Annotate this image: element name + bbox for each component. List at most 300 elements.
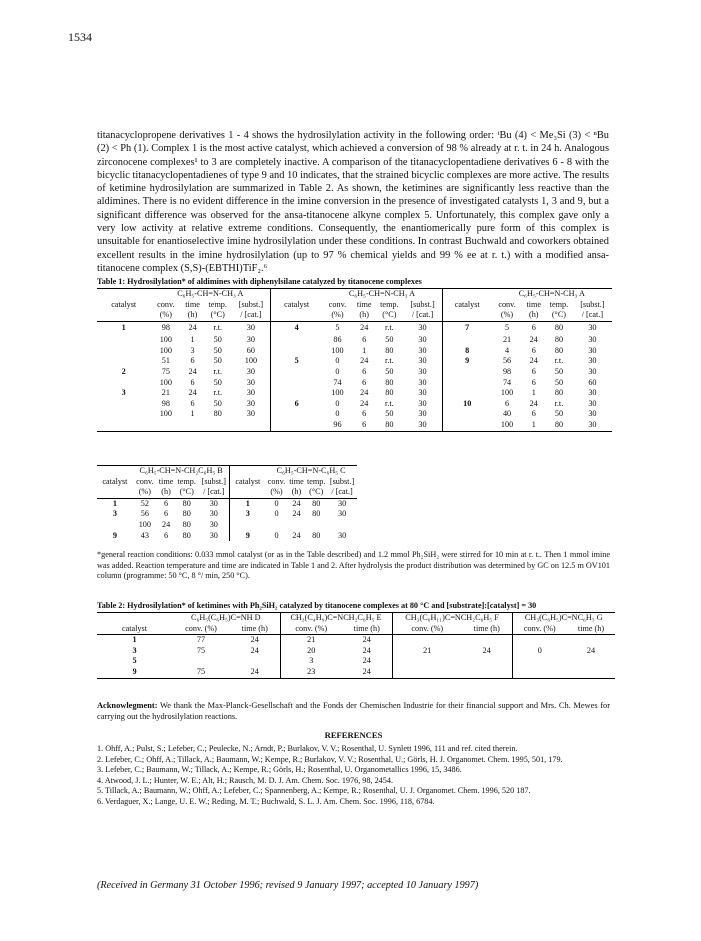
catalyst-number: 9 <box>230 531 265 542</box>
table-cell: 6 <box>190 377 195 387</box>
table-cell: 6 <box>362 367 367 377</box>
table-row <box>97 646 615 657</box>
col-header: temp. <box>380 299 399 309</box>
catalyst-number <box>97 420 150 431</box>
table-cell: 80 <box>554 388 564 398</box>
col-header-time: time (h) <box>353 623 380 633</box>
table-cell <box>288 520 306 531</box>
table-cell: 30 <box>246 398 255 408</box>
table-cell: 80 <box>182 498 191 508</box>
table2-caption: Table 2: Hydrosilylation* of ketimines with Ph₂SiH₂ catalyzed by titanocene complexes at 80 °C and [substrate]:[catalyst] = 30 <box>97 601 537 610</box>
table-cell: 50 <box>554 367 564 377</box>
table-row <box>97 531 357 542</box>
table-cell: 60 <box>588 377 597 387</box>
table-cell: 24 <box>250 635 259 645</box>
table-cell: r.t. <box>213 388 223 398</box>
table-cell: 24 <box>360 388 369 398</box>
table-cell: 30 <box>418 335 427 345</box>
table1-footnote: *general reaction conditions: 0.033 mmol catalyst (or as in the Table described) and 1.2 mmol Ph₂SiH₂ were stirred for 10 min at r. t.. Then 1 mmol imine was added. Reaction temperature and time are indicated in Table 1 and 2. After hydrolysis the product distribution was determined by GC on 12.5 m OV101 column (programme: 50 °C, 8 °/ min, 250 °C). <box>97 550 610 580</box>
catalyst-number <box>97 346 150 357</box>
table-cell: 77 <box>196 635 206 645</box>
col-unit: / [cat.] <box>240 310 262 320</box>
acknowledgment-label: Acknowlegment: <box>97 701 158 710</box>
acknowledgment <box>97 700 610 722</box>
catalyst-number <box>97 520 133 531</box>
table-cell: 80 <box>554 420 564 430</box>
table-cell: 98 <box>502 367 512 377</box>
table-cell: 56 <box>502 356 512 366</box>
table-cell: 30 <box>418 409 427 419</box>
table-cell: r.t. <box>554 398 564 408</box>
table-cell: 52 <box>140 498 149 508</box>
catalyst-number <box>442 388 491 399</box>
table-cell: 74 <box>333 377 342 387</box>
catalyst-number <box>230 520 265 531</box>
col-header: temp. <box>306 476 326 486</box>
table-cell: 30 <box>337 509 347 519</box>
table2-ketimines <box>97 612 615 679</box>
catalyst-number <box>97 409 150 420</box>
references-heading: REFERENCES <box>324 730 383 740</box>
table-cell <box>392 656 462 667</box>
table-cell: 30 <box>418 398 427 408</box>
col-header-time: time (h) <box>241 623 268 633</box>
table-cell: 80 <box>385 377 394 387</box>
table-cell: 30 <box>209 509 218 519</box>
table-cell <box>462 656 512 667</box>
substrate-A-header: C₆H₅-CH=N-CH₃ A <box>518 289 585 298</box>
table-cell: 6 <box>531 345 536 355</box>
table-cell: 24 <box>529 398 538 408</box>
table-cell: 50 <box>554 409 564 419</box>
catalyst-number <box>442 409 491 420</box>
table-cell: 80 <box>312 498 321 508</box>
table-cell: 30 <box>418 388 427 398</box>
table-cell: 100 <box>500 420 514 430</box>
table-cell: 0 <box>512 646 567 657</box>
table-cell: 30 <box>209 530 218 540</box>
catalyst-number <box>271 335 322 346</box>
substrate-G-header: CH₃(C₆H₅)C=NC₆H₅ G <box>512 613 615 624</box>
catalyst-number <box>97 356 150 367</box>
table-cell: 0 <box>335 398 340 408</box>
catalyst-number: 9 <box>442 356 491 367</box>
table-row <box>97 409 612 420</box>
table-cell: 30 <box>246 409 255 419</box>
table-cell <box>265 520 287 531</box>
table-cell: 80 <box>312 530 321 540</box>
table-cell <box>172 656 230 667</box>
table-cell: 6 <box>362 420 367 430</box>
substrate-B-header: C₆H₅-CH=N-CH₂C₆H₅ B <box>139 466 223 475</box>
col-header: catalyst <box>102 476 128 486</box>
table-cell: 21 <box>502 335 512 345</box>
catalyst-number <box>271 388 322 399</box>
table-row <box>97 346 612 357</box>
table-cell: 24 <box>292 530 301 540</box>
col-unit: (h) <box>187 310 198 320</box>
table-cell: 100 <box>159 335 172 345</box>
table-cell: 80 <box>213 409 222 419</box>
col-header: time <box>185 299 200 309</box>
table-cell: 98 <box>161 323 170 333</box>
table-cell: 80 <box>385 345 394 355</box>
table-cell: 24 <box>360 356 369 366</box>
table-cell: 0 <box>274 530 279 540</box>
table-cell: 24 <box>161 519 171 529</box>
table-cell: 30 <box>588 367 597 377</box>
table-cell <box>392 635 462 646</box>
col-unit: / [cat.] <box>203 487 225 497</box>
received-dates: (Received in Germany 31 October 1996; revised 9 January 1997; accepted 10 January 1997) <box>97 880 479 891</box>
table-cell: 24 <box>360 398 369 408</box>
table-cell: 6 <box>531 377 536 387</box>
catalyst-number: 10 <box>442 399 491 410</box>
table-cell: 24 <box>292 498 301 508</box>
table-cell: 24 <box>250 666 259 676</box>
table-row <box>97 509 357 520</box>
catalyst-number <box>97 378 150 389</box>
table-cell: 30 <box>418 367 427 377</box>
substrate-F-header: CH₃(C₆H₁₁)C=NCH₂C₆H₅ F <box>392 613 512 624</box>
table-cell: 0 <box>335 409 340 419</box>
table-cell: r.t. <box>385 323 394 333</box>
table-cell: 50 <box>213 377 222 387</box>
col-header: temp. <box>177 476 196 486</box>
table-cell: 30 <box>418 345 427 355</box>
table-cell: 98 <box>161 398 170 408</box>
table-cell: 80 <box>554 335 564 345</box>
table-row <box>97 498 357 509</box>
col-header: time <box>158 476 174 486</box>
table-cell: 80 <box>182 519 191 529</box>
table-cell: 30 <box>209 498 218 508</box>
table-cell: 6 <box>531 409 536 419</box>
table-cell: 80 <box>182 530 191 540</box>
col-header: conv. <box>136 476 154 486</box>
table-cell: 100 <box>159 409 172 419</box>
page-number: 1534 <box>68 30 92 44</box>
col-header: time <box>356 299 372 309</box>
reference-item: 6. Verdaguer, X.; Lange, U. E. W.; Reding, M. T.; Buchwald, S. L. J. Am. Chem. Soc. 1996, 118, 6784. <box>97 796 435 806</box>
col-unit: (h) <box>161 487 171 497</box>
reference-item: 1. Ohff, A.; Pulst, S.; Lefeber, C.; Peulecke, N.; Arndt, P.; Burlakov, V. V.; Rosenthal, U. Synlett 1996, 111 and ref. cited therein. <box>97 744 518 753</box>
table-cell <box>462 635 512 646</box>
table-cell: 51 <box>161 356 170 366</box>
table-cell <box>512 656 567 667</box>
table-cell: 24 <box>188 388 197 398</box>
table-row <box>97 378 612 389</box>
col-header-time: time (h) <box>473 623 500 633</box>
table-cell: 50 <box>385 335 394 345</box>
table-cell: 1 <box>531 388 536 398</box>
table1-caption: Table 1: Hydrosilylation* of aldimines with diphenylsilane catalyzed by titanocene complexes <box>97 277 422 286</box>
substrate-A-header: C₆H₅-CH=N-CH₃ A <box>348 289 416 298</box>
table-cell <box>327 520 357 531</box>
col-header-conv: conv. (%) <box>185 623 217 633</box>
col-header: catalyst <box>271 300 322 311</box>
reference-item: 3. Lefeber, C.; Baumann, W.; Tillack, A.; Kempe, R.; Görls, H.; Rosenthal, U. Organometallics 1996, 15, 3486. <box>97 765 462 775</box>
col-unit: (%) <box>138 487 151 497</box>
table-cell: 100 <box>331 345 344 355</box>
table-cell: 30 <box>246 335 255 345</box>
table-cell: 24 <box>586 645 596 655</box>
table-cell: 0 <box>274 498 279 508</box>
catalyst-number: 1 <box>230 498 265 509</box>
table-cell: 43 <box>140 530 149 540</box>
table-row <box>97 399 612 410</box>
catalyst-number <box>271 367 322 378</box>
col-header-conv: conv. (%) <box>392 624 462 635</box>
table-cell: 30 <box>588 409 597 419</box>
col-header: [subst.] <box>201 476 226 486</box>
table-row <box>97 321 612 335</box>
table-cell: 1 <box>531 420 536 430</box>
table-cell: 75 <box>161 367 170 377</box>
table-row <box>97 356 612 367</box>
col-header-time: time (h) <box>577 623 605 633</box>
table-cell <box>230 656 280 667</box>
col-header-conv: conv. (%) <box>512 624 567 635</box>
table-cell <box>181 420 204 431</box>
table-cell: 6 <box>164 498 169 508</box>
table-cell: 20 <box>280 646 342 657</box>
table-cell: 30 <box>246 323 255 333</box>
col-unit: (°C) <box>309 487 324 497</box>
substrate-C-header: C₆H₅-CH=N-C₆H₅ C <box>276 466 346 475</box>
table-cell: 30 <box>246 388 255 398</box>
table-cell: 100 <box>244 356 258 366</box>
table1-aldimines-BC <box>97 465 357 541</box>
table-cell: 30 <box>418 420 427 430</box>
table-cell: 3 <box>190 345 195 355</box>
col-unit: (%) <box>500 310 514 320</box>
table-cell: 30 <box>588 323 597 333</box>
table-cell: 30 <box>209 519 218 529</box>
table-cell: 100 <box>159 345 172 355</box>
col-unit: (°C) <box>382 310 397 320</box>
col-header: catalyst <box>442 300 491 311</box>
col-header: conv. <box>498 299 516 309</box>
col-header: conv. <box>157 299 175 309</box>
table-cell: 30 <box>246 377 255 387</box>
catalyst-number <box>442 367 491 378</box>
table-cell: 6 <box>504 398 510 408</box>
table-cell: 30 <box>588 356 597 366</box>
col-header: catalyst <box>111 299 137 309</box>
catalyst-number <box>97 335 150 346</box>
col-header: conv. <box>267 476 286 486</box>
col-header: time <box>289 476 304 486</box>
table-cell: 24 <box>362 666 371 676</box>
table-cell: 80 <box>554 345 564 355</box>
reference-item: 2. Lefeber, C.; Ohff, A.; Tillack, A.; Baumann, W.; Kempe, R.; Burlakov, V. V.; Rosenthal, U.; Görls, H. J. Organomet. Chem. 1995, 501, 179. <box>97 754 563 764</box>
table-cell <box>462 667 512 678</box>
catalyst-number <box>271 346 322 357</box>
col-unit: (h) <box>291 487 302 497</box>
table-cell: 0 <box>335 356 340 366</box>
col-header-catalyst: catalyst <box>121 623 147 633</box>
table-cell: 1 <box>190 409 195 419</box>
table-cell: 30 <box>588 398 597 408</box>
table-cell: 100 <box>331 388 344 398</box>
table-row <box>97 520 357 531</box>
table-cell: 50 <box>213 335 222 345</box>
table-cell: 24 <box>250 645 259 655</box>
catalyst-number: 1 <box>121 323 126 333</box>
table-row <box>97 420 612 431</box>
table-cell: 24 <box>362 656 371 666</box>
table-cell: 24 <box>482 645 491 655</box>
catalyst-number <box>442 420 491 431</box>
table-row <box>97 635 615 646</box>
table-cell: 24 <box>529 335 538 345</box>
table-cell: 24 <box>292 509 301 519</box>
table-cell <box>204 420 232 431</box>
table-cell: r.t. <box>213 323 223 333</box>
table-cell: 23 <box>280 667 342 678</box>
catalyst-number: 8 <box>442 346 491 357</box>
table-cell: 24 <box>360 323 369 333</box>
table-cell: 6 <box>164 530 169 540</box>
catalyst-number: 1 <box>132 635 137 645</box>
catalyst-number: 3 <box>121 388 126 398</box>
table-cell: 0 <box>335 367 340 377</box>
substrate-A-header: C₆H₅-CH=N-CH₃ A <box>177 289 244 298</box>
col-header: [subst.] <box>580 299 605 309</box>
table-cell <box>567 656 615 667</box>
catalyst-number: 3 <box>230 509 265 520</box>
catalyst-number <box>271 409 322 420</box>
catalyst-number: 1 <box>112 498 117 508</box>
table-row <box>97 335 612 346</box>
table-cell: 50 <box>213 398 222 408</box>
acknowledgment-text: We thank the Max-Planck-Gesellschaft and the Fonds der Chemischen Industrie for their financial support and Mrs. Ch. Mewes for carrying out the hydrosilylation reactions. <box>97 701 610 721</box>
table-cell: 6 <box>362 335 367 345</box>
table-cell: 24 <box>362 645 371 655</box>
catalyst-number: 5 <box>271 356 322 367</box>
col-unit: / [cat.] <box>411 310 434 320</box>
substrate-D-header: C₆H₅(C₆H₅)C=NH D <box>191 613 261 622</box>
table-cell: 6 <box>190 356 195 366</box>
col-header: catalyst <box>230 477 265 488</box>
table-cell: 6 <box>362 377 367 387</box>
table-cell: 60 <box>246 345 255 355</box>
col-unit: (°C) <box>210 310 225 320</box>
table-cell <box>512 635 567 646</box>
table-cell: r.t. <box>385 356 394 366</box>
table-cell <box>512 667 567 678</box>
table-row <box>97 388 612 399</box>
table-cell: 30 <box>418 356 427 366</box>
catalyst-number: 3 <box>132 645 137 655</box>
table-row <box>97 367 612 378</box>
table-cell: 4 <box>504 345 510 355</box>
table-cell: 6 <box>164 509 169 519</box>
table-row <box>97 656 615 667</box>
catalyst-number: 4 <box>271 321 322 335</box>
catalyst-number: 9 <box>112 530 117 540</box>
table-cell: 5 <box>504 323 510 333</box>
body-paragraph: titanacyclopropene derivatives 1 - 4 shows the hydrosilylation activity in the following order: ᵗBu (4) < Me₃Si (3) < ⁿBu (2) < Ph (1). Complex 1 is the most active catalyst, which achieved a conversion of 98 % already at r. t. in 24 h. Analogous zirconocene complexes¹ to 3 are completely inactive. A comparison of the titanacyclopentadiene derivatives 6 - 8 with the bicyclic titanacyclopentadienes of type 9 and 10 indicates, that the strained bicyclic complexes are more active. The results of ketimine hydrosilylation are summarized in Table 2. As shown, the ketimines are significantly less reactive than the aldimines. There is no evident difference in the imine conversion in the presence of investigated catalysts 1, 3 and 9, but a significant difference was observed for the ansa-titanocene alkyne complex 5. Unfortunately, this complex gave only a very low activity at relative extreme conditions. Consequently, the enantiomerically pure form of this complex is unsuitable for enantioselective imine hydrosilylation under these conditions. In contrast Buchwald and coworkers obtained excellent results in the imine hydrosilylation (up to 97 % chemical yields and 99 % ee at r. t.) with a modified ansa-titanocene complex (S,S)-(EBTHI)TiF₂.⁶ <box>97 130 609 274</box>
col-unit: (°C) <box>179 487 194 497</box>
table-cell: 30 <box>418 377 427 387</box>
col-header: time <box>526 299 542 309</box>
table-cell: r.t. <box>385 398 394 408</box>
col-header: [subst.] <box>410 299 435 309</box>
table-cell: 100 <box>159 377 172 387</box>
table-cell: 6 <box>190 398 195 408</box>
table-cell: 80 <box>554 323 564 333</box>
table-cell: 24 <box>529 356 538 366</box>
col-unit: (h) <box>528 310 539 320</box>
catalyst-number <box>271 420 322 431</box>
table-cell: 50 <box>385 367 394 377</box>
references-list <box>97 744 610 808</box>
col-unit: / [cat.] <box>331 487 353 497</box>
table-cell: 50 <box>554 377 564 387</box>
table-cell: 75 <box>196 645 206 655</box>
catalyst-number <box>97 399 150 410</box>
table-cell: 24 <box>188 367 197 377</box>
table-cell: 6 <box>362 409 367 419</box>
col-unit: (%) <box>331 310 344 320</box>
table-cell: 100 <box>500 388 514 398</box>
table-cell: 21 <box>280 635 342 646</box>
table-cell: 6 <box>531 367 536 377</box>
table-cell: r.t. <box>213 367 223 377</box>
table-cell: 96 <box>333 420 342 430</box>
table-cell: 24 <box>188 323 197 333</box>
catalyst-number: 7 <box>442 321 491 335</box>
table-cell: 30 <box>588 335 597 345</box>
table-cell: 21 <box>161 388 170 398</box>
table-cell: 5 <box>335 323 340 333</box>
table-cell: 1 <box>362 345 367 355</box>
table-cell <box>305 520 327 531</box>
table-cell <box>567 635 615 646</box>
table-cell <box>392 667 462 678</box>
col-unit: (°C) <box>551 310 567 320</box>
catalyst-number <box>442 335 491 346</box>
col-header: temp. <box>549 299 569 309</box>
table-cell: 24 <box>362 635 371 645</box>
table-cell: 50 <box>213 356 222 366</box>
table-row <box>97 667 615 678</box>
table-cell: 80 <box>312 509 321 519</box>
catalyst-number: 5 <box>132 656 137 666</box>
table-cell <box>232 420 271 431</box>
table-cell: 50 <box>385 409 394 419</box>
catalyst-number: 6 <box>271 399 322 410</box>
table-cell: 56 <box>140 509 149 519</box>
table-cell: 80 <box>385 420 394 430</box>
catalyst-number: 3 <box>112 509 117 519</box>
col-unit: / [cat.] <box>581 310 604 320</box>
col-header: conv. <box>328 299 347 309</box>
col-header: [subst.] <box>238 299 264 309</box>
table-cell: 30 <box>588 345 597 355</box>
table-cell: 75 <box>196 666 206 676</box>
table-cell: 30 <box>418 323 427 333</box>
table-cell: 21 <box>392 646 462 657</box>
reference-item: 5. Tillack, A.; Baumann, W.; Ohff, A.; Lefeber, C.; Spannenberg, A.; Kempe, R.; Rosenthal, U. J. Organomet. Chem. 1996, 520 187. <box>97 786 531 796</box>
col-header: temp. <box>208 299 227 309</box>
table-cell: 30 <box>588 388 597 398</box>
table-cell: 1 <box>190 335 195 345</box>
col-unit: (%) <box>159 310 172 320</box>
substrate-E-header: CH₃(C₄H₉)C=NCH₂C₆H₅ E <box>280 613 392 624</box>
